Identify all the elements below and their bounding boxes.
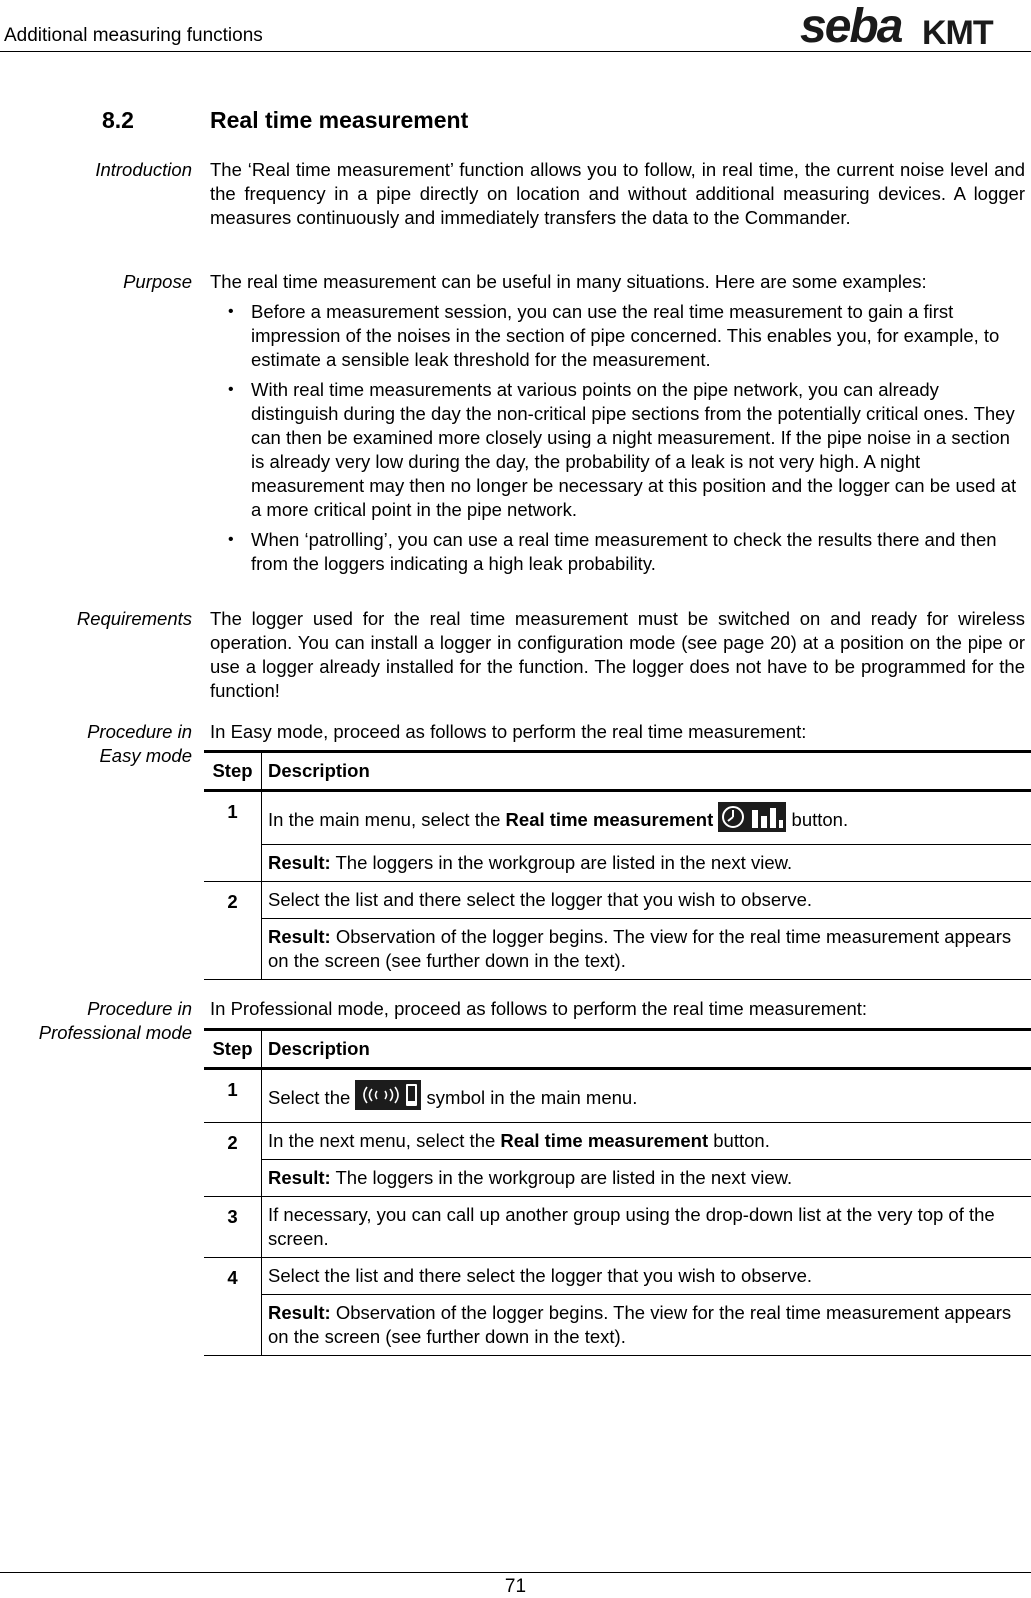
- result-label: Result:: [268, 1302, 331, 1323]
- purpose-label: Purpose: [0, 270, 192, 294]
- svg-text:KMT: KMT: [922, 14, 994, 50]
- step-result: [262, 1160, 1031, 1197]
- step-number: 2: [204, 882, 262, 980]
- professional-mode-intro: In Professional mode, proceed as follows to perform the real time measurement:: [210, 997, 1025, 1021]
- table-row: [204, 1258, 1031, 1295]
- step-text: In the next menu, select the: [268, 1130, 500, 1151]
- step-number: 4: [204, 1258, 262, 1356]
- step-number: 1: [204, 791, 262, 882]
- introduction-text: The ‘Real time measurement’ function allows you to follow, in real time, the current noise level and the frequency in a pipe directly on location and without additional measuring devices. A logger measures continuously and immediately transfers the data to the Commander.: [210, 158, 1025, 230]
- step-number: 3: [204, 1197, 262, 1258]
- list-item: • Before a measurement session, you can use the real time measurement to gain a first impression of the noises in the section of pipe concerned. This enables you, for example, to estimate a sensible leak threshold for the measurement.: [228, 300, 1025, 372]
- header-divider: [0, 51, 1031, 52]
- purpose-intro: The real time measurement can be useful in many situations. Here are some examples:: [210, 270, 1025, 294]
- requirements-label: Requirements: [0, 607, 192, 631]
- svg-text:seba: seba: [800, 4, 903, 50]
- requirements-text: The logger used for the real time measurement must be switched on and ready for wireless operation. You can install a logger in configuration mode (see page 20) at a position on the pipe or use a logger already installed for the function. The logger does not have to be programmed for the function!: [210, 607, 1025, 703]
- result-label: Result:: [268, 1167, 331, 1188]
- step-number: 2: [204, 1123, 262, 1197]
- step-column-header: Step: [204, 1030, 262, 1069]
- sebakmt-logo: [800, 4, 1028, 50]
- step-text-after: symbol in the main menu.: [421, 1087, 637, 1108]
- result-label: Result:: [268, 852, 331, 873]
- table-row: [204, 882, 1031, 919]
- table-row: [204, 1123, 1031, 1160]
- footer-divider: [0, 1572, 1031, 1573]
- step-text: In the main menu, select the: [268, 809, 506, 830]
- step-description: [262, 791, 1031, 845]
- step-text-after: button.: [708, 1130, 770, 1151]
- easy-mode-intro: In Easy mode, proceed as follows to perform the real time measurement:: [210, 720, 1025, 744]
- result-label: Result:: [268, 926, 331, 947]
- professional-mode-label: [0, 997, 192, 1045]
- result-text: Observation of the logger begins. The view for the real time measurement appears on the screen (see further down in the text).: [268, 1302, 1011, 1347]
- header-title: Additional measuring functions: [4, 25, 263, 47]
- description-column-header: Description: [262, 1030, 1031, 1069]
- step-result: [262, 919, 1031, 980]
- professional-mode-label-line2: Professional mode: [0, 1021, 192, 1045]
- step-description: If necessary, you can call up another group using the drop-down list at the very top of the screen.: [262, 1197, 1031, 1258]
- table-header-row: [204, 752, 1031, 791]
- step-description: Select the list and there select the logger that you wish to observe.: [262, 1258, 1031, 1295]
- step-description: Select the list and there select the logger that you wish to observe.: [262, 882, 1031, 919]
- table-row: [204, 1295, 1031, 1356]
- step-text-after: button.: [786, 809, 848, 830]
- step-text: Select the: [268, 1087, 355, 1108]
- step-number: 1: [204, 1069, 262, 1123]
- step-bold-text: Real time measurement: [500, 1130, 708, 1151]
- introduction-label: Introduction: [0, 158, 192, 182]
- table-row: [204, 845, 1031, 882]
- professional-mode-label-line1: Procedure in: [0, 997, 192, 1021]
- table-header-row: [204, 1030, 1031, 1069]
- easy-mode-label-line1: Procedure in: [0, 720, 192, 744]
- list-item: • When ‘patrolling’, you can use a real time measurement to check the results there and then from the loggers indicating a high leak probability.: [228, 528, 1025, 576]
- table-row: [204, 791, 1031, 845]
- table-row: [204, 1160, 1031, 1197]
- wireless-logger-icon: [355, 1080, 421, 1116]
- table-row: [204, 919, 1031, 980]
- easy-mode-steps-table: [204, 750, 1031, 980]
- section-number: 8.2: [102, 107, 134, 134]
- step-column-header: Step: [204, 752, 262, 791]
- page-number: 71: [0, 1576, 1031, 1598]
- purpose-bullet-list: [228, 300, 1025, 582]
- step-result: [262, 1295, 1031, 1356]
- section-title: Real time measurement: [210, 107, 468, 134]
- realtime-measurement-icon: [718, 802, 786, 838]
- table-row: [204, 1069, 1031, 1123]
- step-description: [262, 1123, 1031, 1160]
- step-description: [262, 1069, 1031, 1123]
- professional-mode-steps-table: [204, 1028, 1031, 1356]
- result-text: The loggers in the workgroup are listed in the next view.: [331, 852, 792, 873]
- easy-mode-label: [0, 720, 192, 768]
- result-text: The loggers in the workgroup are listed in the next view.: [331, 1167, 792, 1188]
- step-result: [262, 845, 1031, 882]
- step-bold-text: Real time measurement: [506, 809, 714, 830]
- table-row: [204, 1197, 1031, 1258]
- result-text: Observation of the logger begins. The view for the real time measurement appears on the screen (see further down in the text).: [268, 926, 1011, 971]
- description-column-header: Description: [262, 752, 1031, 791]
- list-item: • With real time measurements at various points on the pipe network, you can already distinguish during the day the non-critical pipe sections from the potentially critical ones. They can then be examined more closely using a night measurement. If the pipe noise in a section is already very low during the day, the probability of a leak is not very high. A night measurement may then no longer be necessary at this position and the logger can be used at a more critical point in the pipe network.: [228, 378, 1025, 522]
- easy-mode-label-line2: Easy mode: [0, 744, 192, 768]
